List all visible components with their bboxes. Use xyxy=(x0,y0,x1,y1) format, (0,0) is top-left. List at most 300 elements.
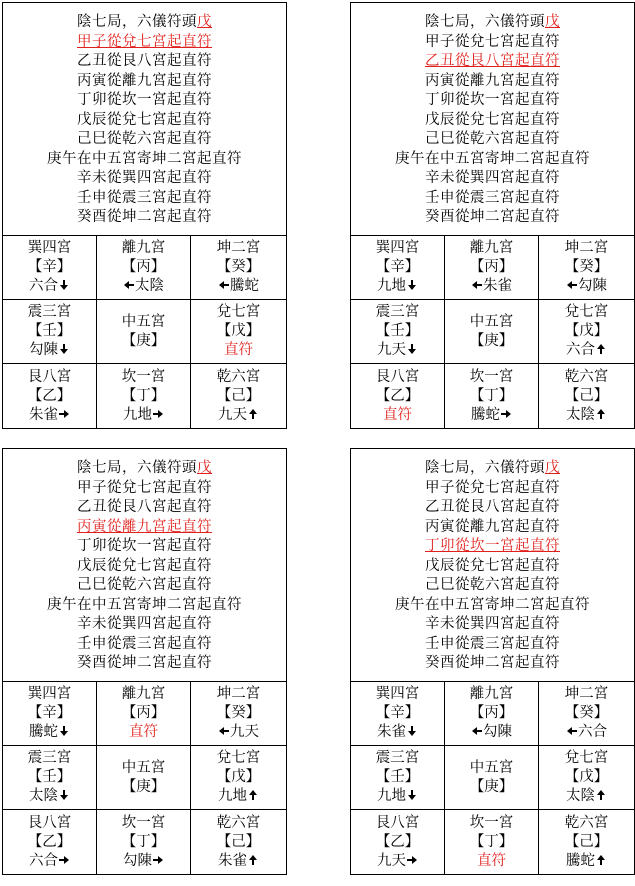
palace-cell xyxy=(445,746,539,810)
rule-text: 丁卯從坎一宮起直符 xyxy=(77,538,212,554)
palace-name: 兌七宮 xyxy=(216,304,261,320)
arrow-up-icon xyxy=(595,343,607,355)
palace-name: 兌七宮 xyxy=(564,750,609,766)
deity-text: 勾陳 xyxy=(29,342,58,358)
deity-label xyxy=(123,277,164,296)
deity-label xyxy=(471,406,512,425)
stem-label: 【辛】 xyxy=(27,259,72,275)
rule-line xyxy=(425,557,560,577)
palace-name: 坎一宮 xyxy=(121,814,166,831)
palace-name: 離九宮 xyxy=(121,240,166,256)
rules-header xyxy=(351,449,634,682)
arrow-down-icon xyxy=(406,789,418,801)
rule-text: 乙丑從艮八宮起直符 xyxy=(425,53,560,69)
stem-label: 【丙】 xyxy=(121,259,166,275)
arrow-right-icon xyxy=(58,408,70,420)
rule-line xyxy=(425,208,560,228)
stem-label: 【戊】 xyxy=(216,323,261,339)
rule-text: 己巳從乾六宮起直符 xyxy=(425,131,560,147)
palace-name: 震三宮 xyxy=(27,750,72,766)
stem-label: 【庚】 xyxy=(469,332,514,349)
palace-grid xyxy=(351,682,634,874)
deity-text: 直符 xyxy=(129,724,158,740)
rule-text: 癸酉從坤二宮起直符 xyxy=(425,655,560,671)
deity-label xyxy=(566,341,607,360)
rule-line xyxy=(77,615,212,635)
arrow-left-icon xyxy=(218,725,230,737)
palace-name: 離九宮 xyxy=(469,240,514,256)
deity-label xyxy=(29,852,70,871)
palace-cell xyxy=(97,236,191,300)
deity-label xyxy=(218,723,259,742)
palace-name: 艮八宮 xyxy=(27,814,72,831)
stem-label: 【戊】 xyxy=(564,323,609,339)
arrow-left-icon xyxy=(566,279,578,291)
rule-text: 戊 xyxy=(197,460,212,476)
rule-text: 丙寅從離九宮起直符 xyxy=(425,518,560,535)
palace-cell xyxy=(191,236,286,300)
palace-cell xyxy=(191,682,286,746)
deity-text: 太陰 xyxy=(566,788,595,804)
rule-text: 癸酉從坤二宮起直符 xyxy=(77,209,212,225)
deity-label xyxy=(123,406,164,425)
palace-name: 震三宮 xyxy=(375,750,420,766)
palace-name: 艮八宮 xyxy=(375,814,420,831)
stem-label: 【己】 xyxy=(216,833,261,850)
stem-label: 【辛】 xyxy=(27,705,72,721)
stem-label: 【庚】 xyxy=(121,332,166,349)
deity-text: 太陰 xyxy=(29,788,58,804)
palace-name: 艮八宮 xyxy=(375,368,420,385)
palace-name: 坤二宮 xyxy=(564,240,609,256)
deity-label xyxy=(29,787,70,806)
rule-text: 壬申從震三宮起直符 xyxy=(425,189,560,206)
rule-line xyxy=(47,150,242,170)
rule-text: 丙寅從離九宮起直符 xyxy=(425,72,560,89)
rule-text: 戊辰從兌七宮起直符 xyxy=(425,557,560,574)
rule-line xyxy=(425,72,560,92)
deity-text: 九天 xyxy=(230,724,259,740)
palace-cell xyxy=(351,810,445,874)
stem-label: 【壬】 xyxy=(375,323,420,339)
stem-label: 【庚】 xyxy=(121,778,166,795)
palace-cell xyxy=(539,236,634,300)
rule-text: 戊辰從兌七宮起直符 xyxy=(425,111,560,128)
deity-label xyxy=(377,341,418,360)
rule-line xyxy=(425,576,560,596)
deity-text: 六合 xyxy=(566,342,595,358)
palace-cell xyxy=(3,364,97,428)
arrow-down-icon xyxy=(58,789,70,801)
deity-text: 騰蛇 xyxy=(230,278,259,294)
deity-label xyxy=(383,406,412,425)
rule-line xyxy=(77,498,212,518)
stem-label: 【丙】 xyxy=(121,705,166,721)
stem-label: 【壬】 xyxy=(27,323,72,339)
rule-text: 己巳從乾六宮起直符 xyxy=(77,131,212,147)
rule-line xyxy=(77,130,212,150)
deity-label xyxy=(377,787,418,806)
palace-cell xyxy=(3,300,97,364)
stem-label: 【乙】 xyxy=(27,387,72,404)
deity-label xyxy=(566,787,607,806)
stem-label: 【己】 xyxy=(216,387,261,404)
palace-cell xyxy=(191,746,286,810)
palace-name: 坎一宮 xyxy=(121,368,166,385)
rule-line xyxy=(77,52,212,72)
arrow-left-icon xyxy=(471,279,483,291)
deity-text: 九天 xyxy=(377,852,406,869)
deity-label xyxy=(218,277,259,296)
deity-text: 六合 xyxy=(578,724,607,740)
deity-label xyxy=(566,723,607,742)
rule-line xyxy=(77,13,212,33)
stem-label: 【丁】 xyxy=(469,387,514,404)
deity-text: 朱雀 xyxy=(377,724,406,740)
palace-name: 坎一宮 xyxy=(469,814,514,831)
palace-name: 兌七宮 xyxy=(564,304,609,320)
rule-text: 壬申從震三宮起直符 xyxy=(77,189,212,206)
rule-text: 辛未從巽四宮起直符 xyxy=(425,170,560,186)
palace-name: 震三宮 xyxy=(375,304,420,320)
rule-text: 己巳從乾六宮起直符 xyxy=(425,577,560,593)
arrow-up-icon xyxy=(595,408,607,420)
deity-text: 太陰 xyxy=(566,406,595,423)
palace-cell xyxy=(97,300,191,364)
palace-name: 巽四宮 xyxy=(375,240,420,256)
palace-name: 巽四宮 xyxy=(27,240,72,256)
rule-line xyxy=(77,557,212,577)
arrow-down-icon xyxy=(406,725,418,737)
stem-label: 【乙】 xyxy=(375,387,420,404)
arrow-up-icon xyxy=(247,408,259,420)
arrow-right-icon xyxy=(406,854,418,866)
rule-line xyxy=(47,596,242,616)
stem-label: 【丙】 xyxy=(469,259,514,275)
rule-line xyxy=(395,150,590,170)
rule-line xyxy=(77,208,212,228)
arrow-left-icon xyxy=(123,279,135,291)
deity-text: 朱雀 xyxy=(483,278,512,294)
stem-label: 【戊】 xyxy=(564,769,609,785)
stem-label: 【乙】 xyxy=(27,833,72,850)
deity-label xyxy=(29,723,70,742)
rule-text: 戊 xyxy=(197,14,212,30)
palace-name: 震三宮 xyxy=(27,304,72,320)
deity-label xyxy=(218,406,259,425)
rule-line xyxy=(77,459,212,479)
rule-line xyxy=(425,33,560,53)
rule-line xyxy=(395,596,590,616)
rule-line xyxy=(77,189,212,209)
deity-label xyxy=(566,852,607,871)
palace-grid xyxy=(3,236,286,428)
deity-text: 勾陳 xyxy=(483,724,512,740)
rule-line xyxy=(77,537,212,557)
rule-line xyxy=(425,91,560,111)
arrow-down-icon xyxy=(58,279,70,291)
rule-text: 陰七局，六儀符頭 xyxy=(77,460,197,476)
deity-label xyxy=(218,852,259,871)
palace-cell xyxy=(3,746,97,810)
palace-name: 兌七宮 xyxy=(216,750,261,766)
rule-text: 甲子從兌七宮起直符 xyxy=(425,33,560,50)
rule-text: 丁卯從坎一宮起直符 xyxy=(77,92,212,108)
palace-cell xyxy=(3,810,97,874)
rule-text: 庚午在中五宮寄坤二宮起直符 xyxy=(47,150,242,167)
palace-name: 乾六宮 xyxy=(216,814,261,831)
chart-panel-3 xyxy=(2,448,287,875)
stem-label: 【壬】 xyxy=(27,769,72,785)
deity-label xyxy=(224,341,253,360)
rule-text: 乙丑從艮八宮起直符 xyxy=(425,499,560,515)
palace-cell xyxy=(97,682,191,746)
arrow-down-icon xyxy=(406,279,418,291)
deity-text: 六合 xyxy=(29,278,58,294)
rule-text: 辛未從巽四宮起直符 xyxy=(425,616,560,632)
deity-text: 勾陳 xyxy=(578,278,607,294)
stem-label: 【辛】 xyxy=(375,705,420,721)
stem-label: 【癸】 xyxy=(216,705,261,721)
stem-label: 【丁】 xyxy=(469,833,514,850)
arrow-left-icon xyxy=(218,279,230,291)
rule-line xyxy=(425,479,560,499)
palace-cell xyxy=(351,364,445,428)
rule-text: 辛未從巽四宮起直符 xyxy=(77,616,212,632)
palace-name: 中五宮 xyxy=(121,313,166,330)
rule-line xyxy=(425,130,560,150)
deity-text: 九地 xyxy=(377,788,406,804)
deity-label xyxy=(471,723,512,742)
deity-label xyxy=(29,277,70,296)
rule-line xyxy=(425,13,560,33)
deity-label xyxy=(566,277,607,296)
deity-text: 騰蛇 xyxy=(29,724,58,740)
palace-name: 中五宮 xyxy=(121,759,166,776)
deity-label xyxy=(477,852,506,871)
palace-cell xyxy=(3,236,97,300)
palace-name: 巽四宮 xyxy=(375,686,420,702)
palace-cell xyxy=(97,810,191,874)
deity-text: 朱雀 xyxy=(29,406,58,423)
rules-header xyxy=(3,3,286,236)
rule-line xyxy=(77,654,212,674)
arrow-down-icon xyxy=(406,343,418,355)
deity-text: 騰蛇 xyxy=(471,406,500,423)
rule-text: 庚午在中五宮寄坤二宮起直符 xyxy=(395,596,590,613)
rule-line xyxy=(77,72,212,92)
palace-grid xyxy=(351,236,634,428)
arrow-right-icon xyxy=(152,854,164,866)
arrow-left-icon xyxy=(566,725,578,737)
rule-text: 丁卯從坎一宮起直符 xyxy=(425,538,560,554)
arrow-right-icon xyxy=(58,854,70,866)
rule-line xyxy=(425,459,560,479)
palace-name: 坎一宮 xyxy=(469,368,514,385)
rule-line xyxy=(425,189,560,209)
palace-cell xyxy=(539,300,634,364)
palace-cell xyxy=(351,300,445,364)
palace-cell xyxy=(351,746,445,810)
palace-name: 巽四宮 xyxy=(27,686,72,702)
deity-text: 九地 xyxy=(218,788,247,804)
rule-text: 戊 xyxy=(545,460,560,476)
rule-text: 乙丑從艮八宮起直符 xyxy=(77,499,212,515)
rules-header xyxy=(351,3,634,236)
arrow-up-icon xyxy=(247,789,259,801)
rule-line xyxy=(425,52,560,72)
rule-line xyxy=(77,111,212,131)
palace-cell xyxy=(191,300,286,364)
deity-label xyxy=(377,723,418,742)
rule-text: 乙丑從艮八宮起直符 xyxy=(77,53,212,69)
stem-label: 【癸】 xyxy=(564,259,609,275)
palace-cell xyxy=(445,364,539,428)
deity-text: 太陰 xyxy=(135,278,164,294)
rule-text: 丁卯從坎一宮起直符 xyxy=(425,92,560,108)
deity-text: 九地 xyxy=(377,278,406,294)
palace-cell xyxy=(445,810,539,874)
rule-line xyxy=(77,518,212,538)
stem-label: 【癸】 xyxy=(216,259,261,275)
stem-label: 【己】 xyxy=(564,387,609,404)
arrow-down-icon xyxy=(58,343,70,355)
rule-line xyxy=(425,537,560,557)
deity-label xyxy=(29,341,70,360)
palace-cell xyxy=(539,682,634,746)
palace-name: 乾六宮 xyxy=(564,368,609,385)
stem-label: 【丁】 xyxy=(121,387,166,404)
rule-line xyxy=(77,33,212,53)
rule-text: 甲子從兌七宮起直符 xyxy=(77,33,212,50)
rule-line xyxy=(77,169,212,189)
stem-label: 【乙】 xyxy=(375,833,420,850)
rule-text: 陰七局，六儀符頭 xyxy=(425,460,545,476)
stem-label: 【庚】 xyxy=(469,778,514,795)
deity-label xyxy=(218,787,259,806)
rule-text: 庚午在中五宮寄坤二宮起直符 xyxy=(47,596,242,613)
arrow-down-icon xyxy=(58,725,70,737)
palace-cell xyxy=(97,364,191,428)
chart-panel-4 xyxy=(350,448,635,875)
deity-label xyxy=(377,277,418,296)
palace-name: 乾六宮 xyxy=(564,814,609,831)
rule-text: 陰七局，六儀符頭 xyxy=(425,14,545,30)
stem-label: 【丁】 xyxy=(121,833,166,850)
stem-label: 【癸】 xyxy=(564,705,609,721)
rule-text: 丙寅從離九宮起直符 xyxy=(77,518,212,535)
rule-line xyxy=(77,479,212,499)
palace-cell xyxy=(539,810,634,874)
rule-line xyxy=(425,654,560,674)
palace-name: 艮八宮 xyxy=(27,368,72,385)
palace-cell xyxy=(191,364,286,428)
palace-cell xyxy=(3,682,97,746)
palace-name: 坤二宮 xyxy=(216,686,261,702)
arrow-up-icon xyxy=(595,789,607,801)
rule-text: 己巳從乾六宮起直符 xyxy=(77,577,212,593)
stem-label: 【辛】 xyxy=(375,259,420,275)
stem-label: 【壬】 xyxy=(375,769,420,785)
rule-line xyxy=(77,635,212,655)
palace-name: 坤二宮 xyxy=(216,240,261,256)
palace-name: 離九宮 xyxy=(469,686,514,702)
arrow-right-icon xyxy=(152,408,164,420)
rule-text: 陰七局，六儀符頭 xyxy=(77,14,197,30)
palace-cell xyxy=(351,236,445,300)
rule-text: 庚午在中五宮寄坤二宮起直符 xyxy=(395,150,590,167)
deity-label xyxy=(377,852,418,871)
deity-label xyxy=(566,406,607,425)
palace-name: 乾六宮 xyxy=(216,368,261,385)
stem-label: 【戊】 xyxy=(216,769,261,785)
palace-cell xyxy=(539,364,634,428)
deity-text: 勾陳 xyxy=(123,852,152,869)
rule-text: 壬申從震三宮起直符 xyxy=(77,635,212,652)
deity-text: 九地 xyxy=(123,406,152,423)
rule-text: 辛未從巽四宮起直符 xyxy=(77,170,212,186)
rule-line xyxy=(425,169,560,189)
deity-label xyxy=(129,723,158,742)
palace-name: 離九宮 xyxy=(121,686,166,702)
stem-label: 【丙】 xyxy=(469,705,514,721)
palace-name: 中五宮 xyxy=(469,759,514,776)
deity-text: 九天 xyxy=(218,406,247,423)
rule-text: 戊 xyxy=(545,14,560,30)
rule-text: 戊辰從兌七宮起直符 xyxy=(77,111,212,128)
palace-cell xyxy=(445,236,539,300)
deity-text: 騰蛇 xyxy=(566,852,595,869)
deity-text: 朱雀 xyxy=(218,852,247,869)
arrow-up-icon xyxy=(247,854,259,866)
palace-cell xyxy=(539,746,634,810)
deity-text: 直符 xyxy=(224,342,253,358)
palace-cell xyxy=(445,682,539,746)
deity-text: 直符 xyxy=(477,852,506,869)
palace-cell xyxy=(351,682,445,746)
arrow-up-icon xyxy=(595,854,607,866)
deity-text: 直符 xyxy=(383,406,412,423)
rule-line xyxy=(425,111,560,131)
rule-text: 戊辰從兌七宮起直符 xyxy=(77,557,212,574)
rule-text: 甲子從兌七宮起直符 xyxy=(77,479,212,496)
chart-panel-2 xyxy=(350,2,635,429)
rule-text: 丙寅從離九宮起直符 xyxy=(77,72,212,89)
arrow-left-icon xyxy=(471,725,483,737)
chart-panel-1 xyxy=(2,2,287,429)
palace-name: 中五宮 xyxy=(469,313,514,330)
rule-line xyxy=(425,635,560,655)
rules-header xyxy=(3,449,286,682)
palace-cell xyxy=(191,810,286,874)
rule-line xyxy=(77,576,212,596)
stem-label: 【己】 xyxy=(564,833,609,850)
rule-text: 癸酉從坤二宮起直符 xyxy=(425,209,560,225)
rule-text: 壬申從震三宮起直符 xyxy=(425,635,560,652)
deity-text: 九天 xyxy=(377,342,406,358)
palace-grid xyxy=(3,682,286,874)
palace-cell xyxy=(445,300,539,364)
rule-line xyxy=(425,615,560,635)
rule-line xyxy=(425,518,560,538)
rule-line xyxy=(77,91,212,111)
palace-cell xyxy=(97,746,191,810)
palace-name: 坤二宮 xyxy=(564,686,609,702)
arrow-right-icon xyxy=(500,408,512,420)
deity-label xyxy=(123,852,164,871)
deity-text: 六合 xyxy=(29,852,58,869)
deity-label xyxy=(29,406,70,425)
